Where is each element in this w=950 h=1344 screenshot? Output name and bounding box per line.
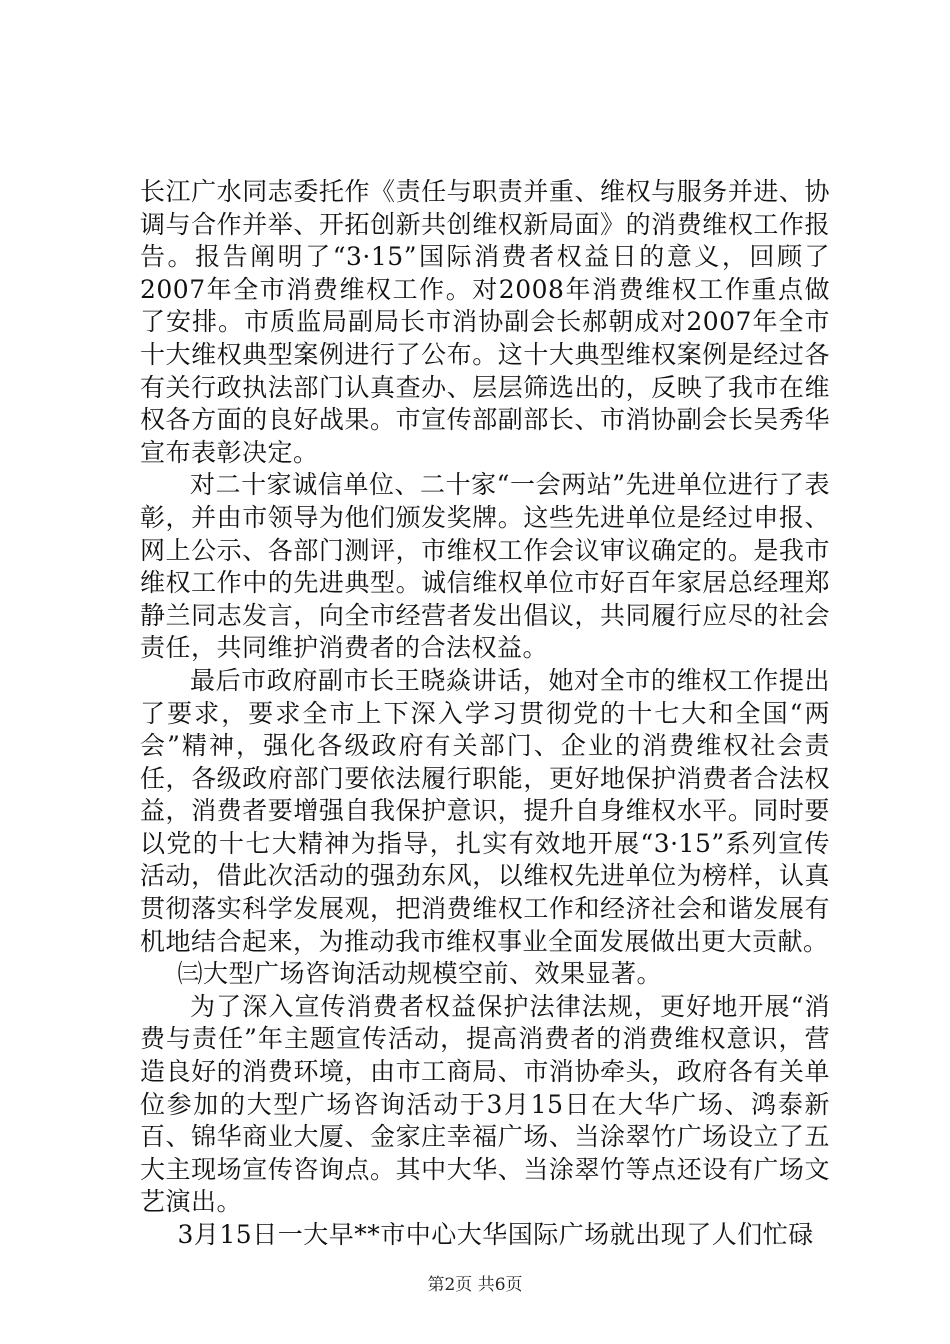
paragraph-vice-mayor-speech: 最后市政府副市长王晓焱讲话，她对全市的维权工作提出了要求，要求全市上下深入学习贯彻党的十七大和全国“两会”精神，强化各级政府有关部门、企业的消费维权社会责任，各级政府部门要依法履行职能，更好地保护消费者合法权益，消费者要增强自我保护意识，提升自身维权水平。同时要以党的十七大精神为指导，扎实有效地开展“3·15”系列宣传活动，借此次活动的强劲东风，以维权先进单位为榜样，认真贯彻落实科学发展观，把消费维权工作和经济社会和谐发展有机地结合起来，为推动我市维权事业全面发展做出更大贡献。 bbox=[140, 665, 830, 956]
paragraph-commendation: 对二十家诚信单位、二十家“一会两站”先进单位进行了表彰，并由市领导为他们颁发奖牌。这些先进单位是经过申报、网上公示、各部门测评，市维权工作会议审议确定的。是我市维权工作中的先进典型。诚信维权单位市好百年家居总经理郑静兰同志发言，向全市经营者发出倡议，共同履行应尽的社会责任，共同维护消费者的合法权益。 bbox=[140, 470, 830, 663]
paragraph-march-15-morning: 3月15日一大早**市中心大华国际广场就出现了人们忙碌 bbox=[177, 1220, 814, 1249]
page-number-footer: 第2页 共6页 bbox=[427, 1275, 523, 1295]
paragraph-plaza-consultation: 为了深入宣传消费者权益保护法律法规，更好地开展“消费与责任”年主题宣传活动，提高消费者的消费维权意识，营造良好的消费环境，由市工商局、市消协牵头，政府各有关单位参加的大型广场咨询活动于3月15日在大华广场、鸿泰新百、锦华商业大厦、金家庄幸福广场、当涂翠竹广场设立了五大主现场宣传咨询点。其中大华、当涂翠竹等点还设有广场文艺演出。 bbox=[140, 991, 830, 1217]
paragraph-report-summary: 长江广水同志委托作《责任与职责并重、维权与服务并进、协调与合作并举、开拓创新共创维权新局面》的消费维权工作报告。报告阐明了“3·15”国际消费者权益日的意义，回顾了2007年全市消费维权工作。对2008年消费维权工作重点做了安排。市质监局副局长市消协副会长郝朝成对2007年全市十大维权典型案例进行了公布。这十大典型维权案例是经过各有关行政执法部门认真查办、层层筛选出的，反映了我市在维权各方面的良好战果。市宣传部副部长、市消协副会长吴秀华宣布表彰决定。 bbox=[140, 177, 830, 467]
section-heading-plaza-consultation: ㈢大型广场咨询活动规模空前、效果显著。 bbox=[177, 959, 663, 989]
document-body bbox=[140, 176, 830, 1252]
